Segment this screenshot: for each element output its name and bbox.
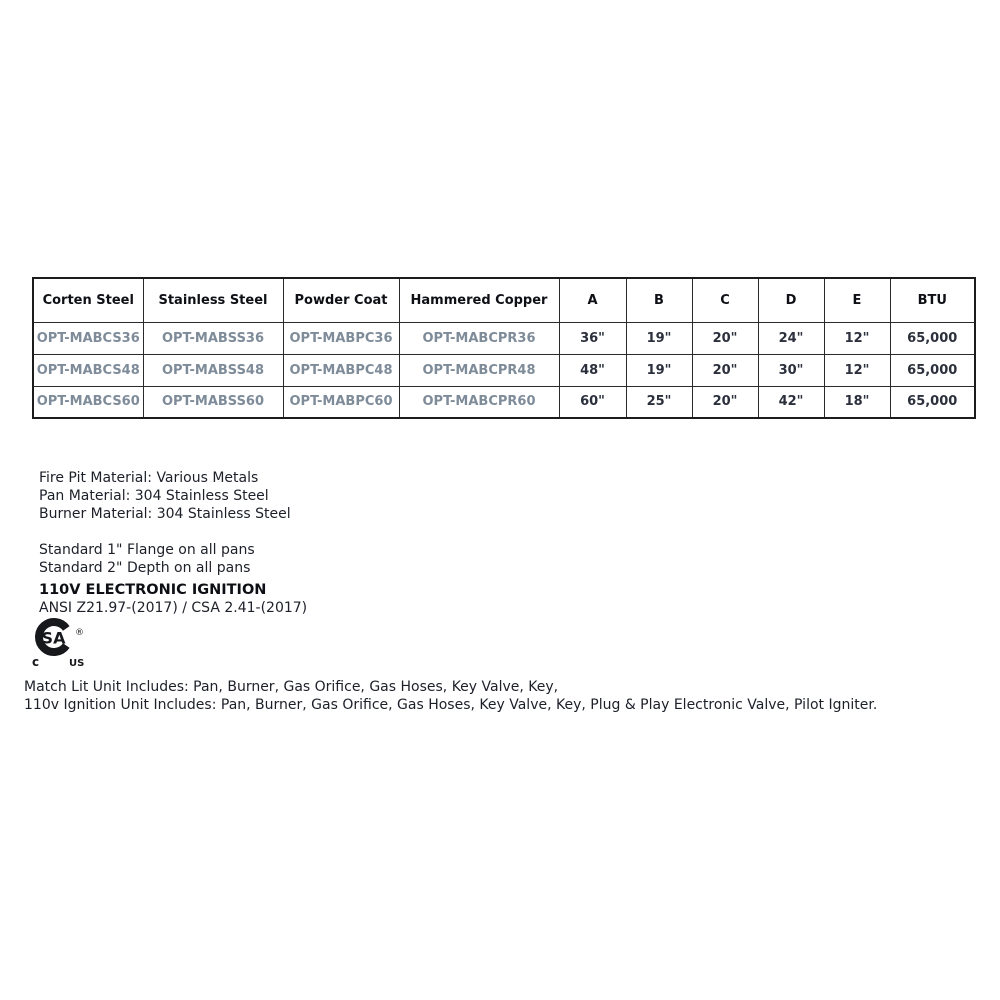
spec-cell-dimension: 60" [559, 386, 626, 418]
spec-cell-sku: OPT-MABCPR48 [399, 354, 559, 386]
spec-cell-dimension: 30" [758, 354, 824, 386]
depth-standard-line: Standard 2" Depth on all pans [39, 560, 251, 576]
spec-cell-sku: OPT-MABPC36 [283, 322, 399, 354]
spec-cell-dimension: 19" [626, 322, 692, 354]
spec-cell-sku: OPT-MABCS48 [33, 354, 143, 386]
column-header-a: A [559, 278, 626, 322]
unit-includes-notes [24, 678, 877, 714]
column-header-c: C [692, 278, 758, 322]
spec-cell-sku: OPT-MABCPR60 [399, 386, 559, 418]
spec-cell-btu: 65,000 [890, 386, 975, 418]
burner-material-line: Burner Material: 304 Stainless Steel [39, 506, 291, 522]
spec-cell-sku: OPT-MABCS36 [33, 322, 143, 354]
blank-line [39, 523, 307, 541]
csa-canada-mark: c [32, 655, 40, 669]
product-spec-table [32, 277, 976, 419]
column-header-b: B [626, 278, 692, 322]
csa-certification-mark [30, 617, 90, 673]
registered-trademark-icon: ® [75, 628, 84, 638]
column-header-e: E [824, 278, 890, 322]
spec-cell-sku: OPT-MABPC60 [283, 386, 399, 418]
spec-cell-sku: OPT-MABPC48 [283, 354, 399, 386]
spec-cell-btu: 65,000 [890, 354, 975, 386]
csa-logo-icon [30, 617, 90, 669]
csa-sa-letters: SA [41, 628, 66, 648]
ignition-title: 110V ELECTRONIC IGNITION [39, 582, 267, 598]
spec-cell-dimension: 20" [692, 386, 758, 418]
table-row [33, 386, 975, 418]
fire-pit-material-line: Fire Pit Material: Various Metals [39, 470, 259, 486]
table-row [33, 354, 975, 386]
spec-cell-dimension: 24" [758, 322, 824, 354]
csa-us-mark: US [69, 658, 85, 669]
spec-cell-sku: OPT-MABSS60 [143, 386, 283, 418]
match-lit-includes-line: Match Lit Unit Includes: Pan, Burner, Gas Orifice, Gas Hoses, Key Valve, Key, [24, 679, 559, 695]
spec-cell-dimension: 12" [824, 354, 890, 386]
spec-cell-dimension: 42" [758, 386, 824, 418]
spec-cell-dimension: 20" [692, 354, 758, 386]
spec-cell-sku: OPT-MABSS48 [143, 354, 283, 386]
spec-cell-dimension: 19" [626, 354, 692, 386]
table-row [33, 322, 975, 354]
column-header-stainless-steel: Stainless Steel [143, 278, 283, 322]
spec-cell-dimension: 12" [824, 322, 890, 354]
header-row [33, 278, 975, 322]
spec-cell-dimension: 20" [692, 322, 758, 354]
column-header-powder-coat: Powder Coat [283, 278, 399, 322]
column-header-btu: BTU [890, 278, 975, 322]
column-header-hammered-copper: Hammered Copper [399, 278, 559, 322]
spec-cell-sku: OPT-MABCPR36 [399, 322, 559, 354]
pan-material-line: Pan Material: 304 Stainless Steel [39, 488, 269, 504]
certification-line: ANSI Z21.97-(2017) / CSA 2.41-(2017) [39, 600, 308, 616]
electronic-includes-line: 110v Ignition Unit Includes: Pan, Burner, Gas Orifice, Gas Hoses, Key Valve, Key, Plug & Play Electronic Valve, Pilot Igniter. [24, 697, 878, 713]
spec-cell-btu: 65,000 [890, 322, 975, 354]
spec-cell-sku: OPT-MABCS60 [33, 386, 143, 418]
flange-standard-line: Standard 1" Flange on all pans [39, 542, 255, 558]
spec-cell-sku: OPT-MABSS36 [143, 322, 283, 354]
spec-cell-dimension: 18" [824, 386, 890, 418]
spec-cell-dimension: 25" [626, 386, 692, 418]
column-header-d: D [758, 278, 824, 322]
spec-cell-dimension: 48" [559, 354, 626, 386]
column-header-corten-steel: Corten Steel [33, 278, 143, 322]
spec-cell-dimension: 36" [559, 322, 626, 354]
spec-notes [39, 469, 307, 617]
